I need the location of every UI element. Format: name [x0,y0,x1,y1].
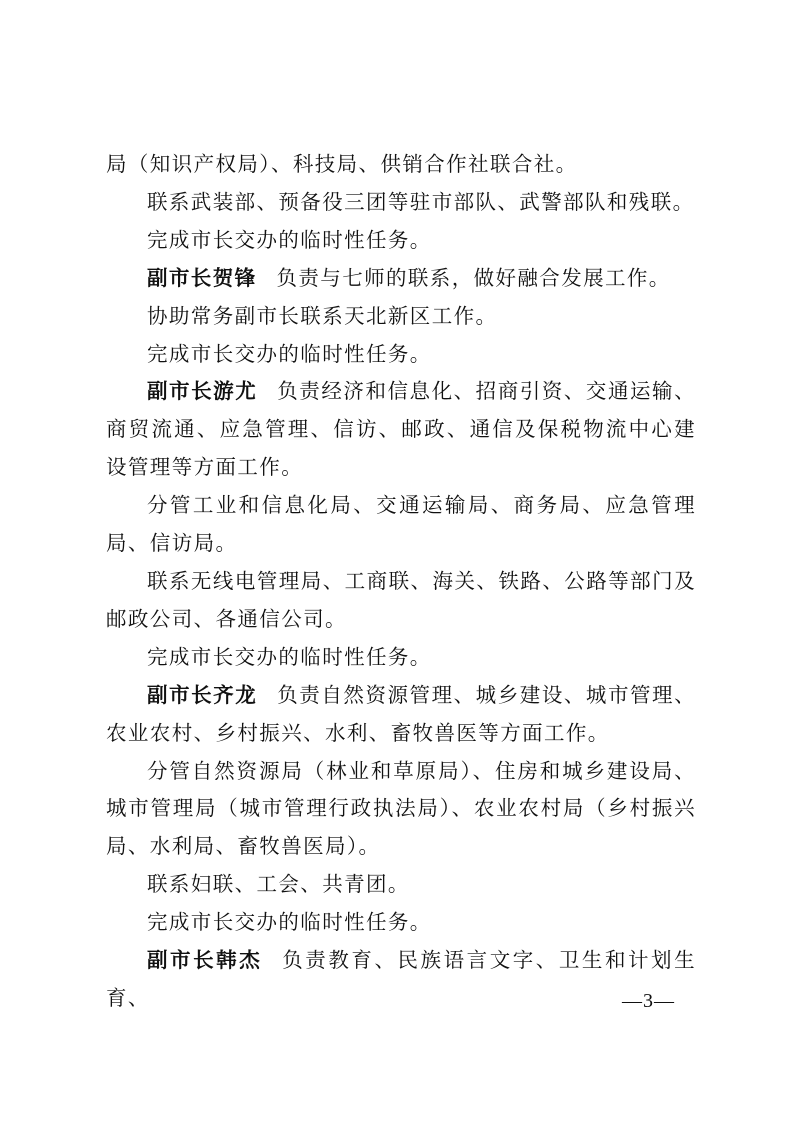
paragraph-7 [106,487,696,563]
paragraph-text: 完成市长交办的临时性任务。 [147,341,432,366]
paragraph-5 [106,336,696,374]
paragraph-13 [106,904,696,942]
paragraph-6 [106,373,696,487]
role-heading: 副市长游尤 [147,379,258,404]
paragraph-text: 负责经济和信息化、招商引资、交通运输、商贸流通、应急管理、信访、邮政、通信及保税物流中心建设管理等方面工作。 [106,379,697,480]
paragraph-text: 负责教育、民族语言文字、卫生和计划生育、 [106,948,696,1010]
paragraph-text: 分管工业和信息化局、交通运输局、商务局、应急管理局、信访局。 [106,493,696,556]
role-heading: 副市长贺锋 [147,265,257,290]
paragraph-text: 协助常务副市长联系天北新区工作。 [147,303,498,328]
paragraph-text: 联系无线电管理局、工商联、海关、铁路、公路等部门及邮政公司、各通信公司。 [106,568,696,631]
role-heading: 副市长齐龙 [147,682,258,707]
paragraph-text: 完成市长交办的临时性任务。 [147,644,432,669]
paragraph-text: 负责自然资源管理、城乡建设、城市管理、农业农村、乡村振兴、水利、畜牧兽医等方面工作。 [106,682,697,745]
paragraph-12 [106,866,696,904]
paragraph-text: 联系妇联、工会、共青团。 [147,872,410,897]
paragraph-1 [106,184,696,222]
body-text [106,146,696,1018]
role-heading: 副市长韩杰 [147,948,263,973]
paragraph-text: 联系武装部、预备役三团等驻市部队、武警部队和残联。 [147,189,695,214]
paragraph-9 [106,639,696,677]
paragraph-text: 完成市长交办的临时性任务。 [147,227,432,252]
paragraph-text: 完成市长交办的临时性任务。 [147,910,432,935]
paragraph-8 [106,563,696,639]
paragraph-text: 负责与七师的联系，做好融合发展工作。 [276,265,671,290]
page-number: —3— [622,990,675,1012]
paragraph-text: 局（知识产权局）、科技局、供销合作社联合社。 [106,152,578,176]
paragraph-2 [106,222,696,260]
paragraph-3 [106,260,696,298]
paragraph-4 [106,298,696,336]
paragraph-11 [106,753,696,867]
paragraph-10 [106,677,696,753]
paragraph-14 [106,942,696,1018]
paragraph-text: 分管自然资源局（林业和草原局）、住房和城乡建设局、城市管理局（城市管理行政执法局）、农业农村局（乡村振兴局、水利局、畜牧兽医局）。 [106,758,696,859]
paragraph-0 [106,146,696,184]
